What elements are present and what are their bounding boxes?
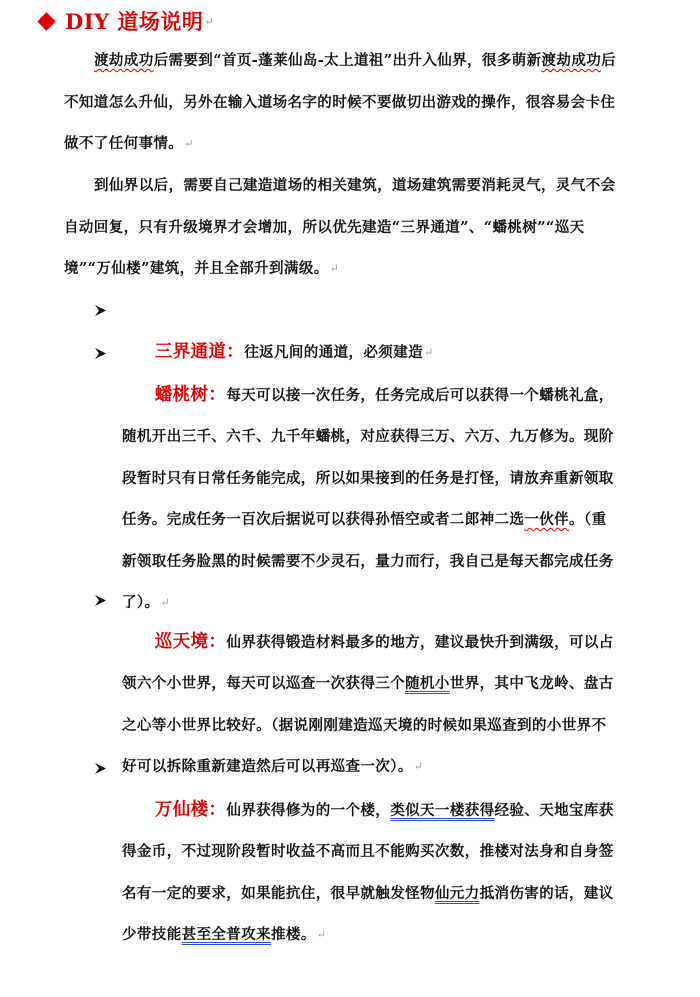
wavy-underlined-text: 渡劫成功 [94,52,154,69]
text-run: 推楼。 [271,926,316,943]
paragraph-mark-icon: ↵ [204,14,215,28]
text-run: 。（重新领取任务脸黑的时候需要不少灵石，量力而行，我自己是每天都完成任务了）。 [122,511,614,611]
arrow-bullet-icon [94,290,108,330]
intro-paragraph-2 [64,165,626,290]
bullet-label: 巡天境： [154,631,227,652]
text-run: 世界，其中飞龙岭、盘古之心等小世界比较好。（据说刚刚建造巡天境的时候如果巡查到的小世界不好可以拆除重新建造然后可以再巡查一次）。 [122,675,614,775]
double-underlined-text: 类似天一楼获得 [390,801,495,819]
bullet-label: 三界通道： [154,341,245,362]
text-run: 抵消伤害的话，建议少带技能 [122,884,614,943]
text-run: 每天可以接一次任务，任务完成后可以获得一个蟠桃礼盒，随机开出三千、六千、九千年蟠桃，对应获得三万、六万、九万修为。现阶段暂时只有日常任务能完成，所以如果接到的任务是打怪，请放弃重新领取任务。完成任务一百次后据说可以获得孙悟空或者二郎神二选 [122,386,614,528]
text-run: 到仙界以后，需要自己建造道场的相关建筑，道场建筑需要消耗灵气，灵气不会自动回复，只有升级境界才会增加，所以优先建造“三界通道”、“蟠桃树”“巡天境”“万仙楼”建筑，并且全部升到满级。 [64,177,616,277]
paragraph-mark-icon: ↵ [329,262,340,276]
text-run: 往返凡间的通道，必须建造 [244,343,424,361]
paragraph-mark-icon: ↵ [160,596,171,610]
text-run: 后需要到“首页-蓬莱仙岛-太上道祖”出升入仙界，很多萌新 [153,52,542,69]
text-run: 仙界获得修为的一个楼， [226,801,391,819]
double-underlined-text: 甚至全普攻来 [181,926,272,943]
arrow-bullet-icon [94,580,108,620]
text-run: 经验、天地宝库获得金币，不过现阶段暂时收益不高而且不能购买次数，推楼对法身和自身签名有一定的要求，如果能抗住，很早就触发怪物 [122,801,614,902]
arrow-bullet-icon [94,333,108,373]
wavy-underlined-text: 一伙伴 [524,511,570,528]
bullet-body [122,799,614,944]
wavy-underlined-text: 渡劫成功 [541,52,602,69]
bullet-label: 蟠桃树： [154,384,227,405]
text-run: 后不知道怎么升仙，另外在输入道场名字的时候不要做切出游戏的操作，很容易会卡住做不了任何事情。 [64,52,617,152]
paragraph-mark-icon: ↵ [424,345,434,359]
paragraph-mark-icon: ↵ [413,760,424,774]
paragraph-mark-icon: ↵ [316,928,327,942]
diamond-bullet-icon [37,12,55,30]
bullet-text [122,748,614,997]
bullet-label: 万仙楼： [154,799,227,820]
text-run: 仙界获得锻造材料最多的地方，建议最快升到满级，可以占领六个小世界，每天可以巡查一次获得三个 [122,633,614,692]
section-heading [40,6,214,36]
paragraph-mark-icon: ↵ [184,137,194,151]
double-underlined-text: 仙元力 [434,884,480,902]
intro-paragraph-1 [64,40,626,165]
double-underlined-text: 随机小 [405,675,450,692]
arrow-bullet-icon [94,748,108,788]
bullet-body [122,384,614,612]
heading-title: DIY 道场说明 [65,9,204,34]
